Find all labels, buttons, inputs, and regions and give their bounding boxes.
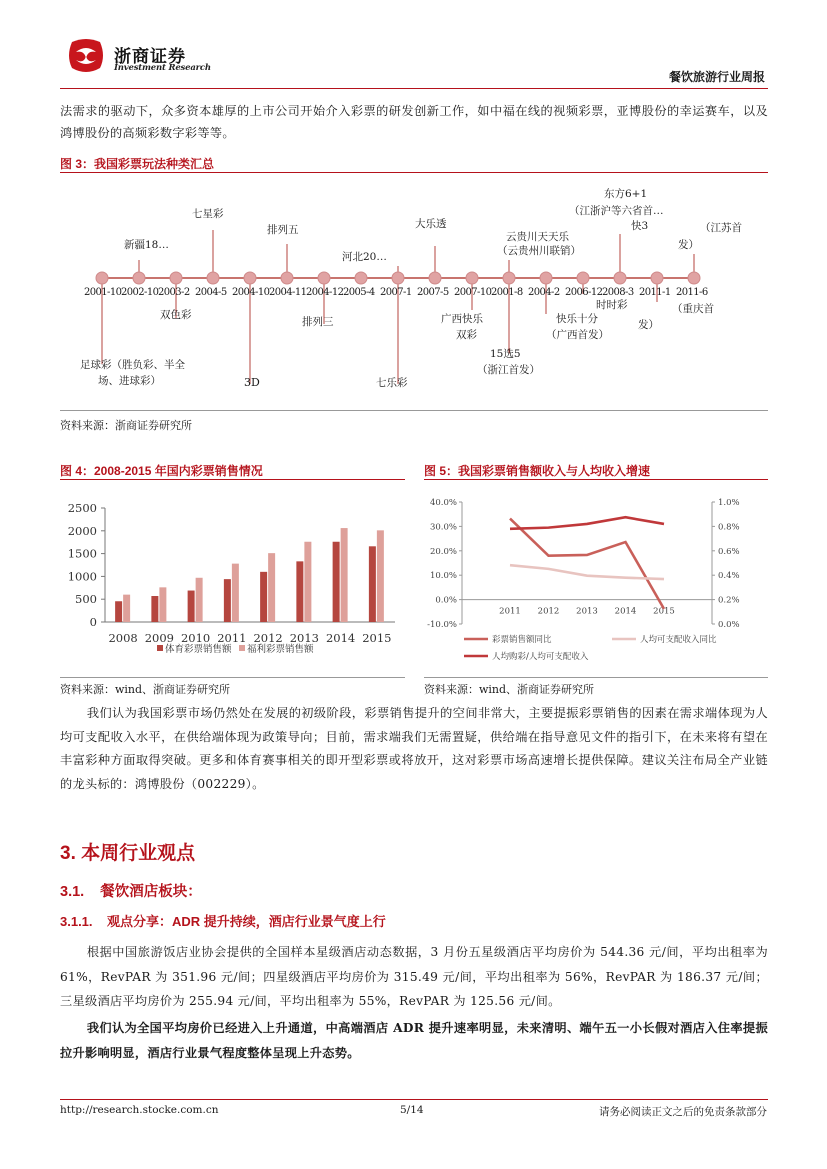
x-tick-label: 2012 — [253, 631, 283, 645]
timeline-node — [355, 272, 367, 284]
timeline-date: 2006-12 — [565, 287, 603, 298]
bar-chart — [60, 488, 405, 678]
label-chongqing-1: （重庆首 — [672, 303, 714, 315]
bar — [232, 564, 239, 622]
fig3-timeline — [60, 174, 768, 410]
legend-label: 福利彩票销售额 — [247, 644, 314, 655]
label-qile: 七乐彩 — [376, 377, 408, 389]
timeline-node — [577, 272, 589, 284]
y-tick-label: 2000 — [67, 523, 97, 538]
series-line — [510, 517, 664, 529]
intro-paragraph: 法需求的驱动下，众多资本雄厚的上市公司开始介入彩票的研发创新工作，如中福在线的视频彩票，亚博股份的幸运赛车，以及鸿博股份的高频彩数字彩等等。 — [60, 104, 768, 140]
timeline-node — [207, 272, 219, 284]
label-chongqing-2: 发） — [638, 319, 659, 331]
bar — [304, 542, 311, 622]
timeline-node — [688, 272, 700, 284]
label-15x5-2: （浙江首发） — [477, 364, 540, 376]
label-3d: 3D — [244, 376, 260, 389]
logo — [66, 38, 106, 74]
timeline-node — [96, 272, 108, 284]
right-tick-label: 0.8% — [718, 522, 740, 533]
footer-page-number: 5/14 — [400, 1104, 424, 1116]
right-tick-label: 0.4% — [718, 571, 740, 582]
right-tick-label: 1.0% — [718, 498, 740, 508]
timeline-date: 2001-10 — [84, 287, 122, 298]
brand-cn: 浙商证券 — [114, 47, 186, 66]
label-dongfang-1: 东方6+1 — [604, 188, 648, 200]
section-31-title: 3.1. 餐饮酒店板块： — [60, 884, 202, 900]
label-jiangsu-2: 发） — [678, 239, 699, 251]
timeline-node — [318, 272, 330, 284]
left-tick-label: 10.0% — [429, 571, 457, 582]
label-zuqiu-1: 足球彩（胜负彩、半全 — [80, 359, 185, 371]
label-jiangsu-1: （江苏首 — [700, 222, 742, 234]
left-tick-label: 20.0% — [429, 546, 457, 557]
section-3-title: 3. 本周行业观点 — [60, 843, 196, 864]
section-311-title: 3.1.1. 观点分享：ADR 提升持续，酒店行业景气度上行 — [60, 914, 386, 929]
y-tick-label: 0 — [89, 615, 97, 629]
x-tick-label: 2013 — [289, 631, 320, 645]
timeline-date: 2008-3 — [602, 287, 634, 298]
timeline-date: 2011-1 — [639, 287, 671, 298]
y-tick-label: 2500 — [67, 501, 97, 515]
legend-label: 体育彩票销售额 — [165, 644, 232, 655]
label-guangxi-2: 双彩 — [456, 329, 477, 341]
fig3-title: 图 3：我国彩票玩法种类汇总 — [60, 157, 215, 171]
label-kuai3: 快3 — [631, 220, 649, 232]
right-tick-label: 0.2% — [718, 595, 740, 606]
bar — [188, 591, 195, 622]
fig5-source: 资料来源：wind、浙商证券研究所 — [424, 683, 595, 696]
label-15x5-1: 15选5 — [490, 348, 521, 360]
label-dongfang-2: （江浙沪等六省首… — [569, 205, 664, 217]
logo-mark-icon — [66, 38, 106, 74]
x-tick-label: 2014 — [614, 606, 637, 617]
left-tick-label: 0.0% — [435, 595, 457, 606]
label-zuqiu-2: 场、进球彩） — [98, 375, 161, 387]
label-shishi: 时时彩 — [596, 299, 628, 311]
brand-en: Investment Research — [114, 63, 211, 73]
label-xinjiang: 新疆18… — [124, 239, 169, 251]
x-tick-label: 2011 — [217, 631, 247, 645]
x-tick-label: 2013 — [576, 606, 598, 617]
label-yunguichuan-1: 云贵川天天乐 — [506, 231, 569, 243]
timeline-node — [651, 272, 663, 284]
fig4-title: 图 4：2008-2015 年国内彩票销售情况 — [60, 464, 263, 478]
bar — [224, 579, 231, 622]
legend-label: 人均可支配收入同比 — [640, 635, 717, 645]
timeline-date: 2007-5 — [417, 287, 449, 298]
fig4-bottom-rule — [60, 677, 405, 678]
footer-rule — [60, 1099, 768, 1100]
x-tick-label: 2008 — [108, 631, 138, 645]
fig5-title-rule — [424, 479, 768, 480]
timeline-node — [133, 272, 145, 284]
body-paragraph-1: 我们认为我国彩票市场仍然处在发展的初级阶段，彩票销售提升的空间非常大，主要提振彩票销售的因素在需求端体现为人均可支配收入水平，在供给端体现为政策导向；目前，需求端我们无需置疑，供给端在指导意见文件的指引下，在未来将有望在丰富彩种方面取得突破。更多和体育赛事相关的即开型彩票或将放开，这对彩票市场高速增长提供保障。建议关注布局全产业链的龙头标的：鸿博股份（002229）。 — [60, 706, 768, 791]
x-tick-label: 2015 — [653, 606, 675, 617]
timeline-date: 2002-10 — [121, 287, 159, 298]
timeline-date: 2003-2 — [158, 287, 190, 298]
y-tick-label: 1500 — [67, 546, 97, 561]
timeline-date: 2001-8 — [491, 287, 523, 298]
bar — [369, 546, 376, 622]
right-tick-label: 0.6% — [718, 546, 740, 557]
x-tick-label: 2011 — [499, 606, 521, 617]
label-yunguichuan-2: （云贵州川联销） — [497, 245, 581, 257]
bar — [159, 587, 166, 622]
series-line — [510, 519, 664, 609]
label-shuangse: 双色彩 — [160, 309, 192, 321]
timeline-node — [392, 272, 404, 284]
label-pailie3: 排列三 — [302, 316, 334, 328]
bar — [296, 561, 303, 622]
fig5-title: 图 5：我国彩票销售额收入与人均收入增速 — [424, 464, 651, 478]
label-hebei: 河北20… — [342, 251, 387, 263]
left-tick-label: 30.0% — [429, 522, 457, 533]
timeline-node — [244, 272, 256, 284]
timeline-node — [503, 272, 515, 284]
x-tick-label: 2015 — [362, 631, 392, 645]
bar — [333, 542, 340, 622]
right-tick-label: 0.0% — [718, 620, 740, 630]
body-paragraph-2: 根据中国旅游饭店业协会提供的全国样本星级酒店动态数据，3 月份五星级酒店平均房价为 544.36 元/间，平均出租率为 61%，RevPAR 为 351.96 元/间；四星级酒店平均房价为 315.49 元/间，平均出租率为 56%，RevPAR 为 186.37 元/间；三星级酒店平均房价为 255.94 元/间，平均出租率为 55%，RevPAR 为 125.56 元/间。 — [60, 945, 768, 1008]
y-tick-label: 1000 — [67, 569, 97, 584]
fig3-title-rule — [60, 172, 768, 173]
bar — [260, 572, 267, 622]
label-kuaile10-1: 快乐十分 — [556, 313, 598, 325]
x-tick-label: 2014 — [325, 631, 356, 645]
timeline-date: 2004-11 — [269, 287, 307, 298]
left-tick-label: 40.0% — [429, 498, 457, 508]
fig4-title-rule — [60, 479, 405, 480]
footer-url[interactable]: http://research.stocke.com.cn — [60, 1104, 219, 1116]
header-rule — [60, 88, 768, 89]
timeline-date: 2007-1 — [380, 287, 412, 298]
bar — [115, 601, 122, 622]
x-tick-label: 2009 — [144, 631, 175, 645]
bar — [341, 528, 348, 622]
bar — [151, 596, 158, 622]
fig3-source: 资料来源：浙商证券研究所 — [60, 419, 192, 432]
x-tick-label: 2012 — [537, 606, 560, 617]
body-paragraph-3: 我们认为全国平均房价已经进入上升通道，中高端酒店 ADR 提升速率明显，未来清明、端午五一小长假对酒店入住率提振拉升影响明显，酒店行业景气程度整体呈现上升态势。 — [60, 1021, 768, 1060]
timeline-date: 2005-4 — [343, 287, 375, 298]
left-tick-label: -10.0% — [427, 620, 457, 630]
bar — [377, 530, 384, 622]
timeline-date: 2004-10 — [232, 287, 270, 298]
fig3-bottom-rule — [60, 410, 768, 411]
timeline-node — [281, 272, 293, 284]
timeline-node — [429, 272, 441, 284]
timeline-date: 2004-5 — [195, 287, 227, 298]
legend-swatch — [157, 645, 163, 651]
footer-disclaimer: 请务必阅读正文之后的免责条款部分 — [599, 1106, 767, 1118]
timeline-date: 2011-6 — [676, 287, 708, 298]
timeline-node — [614, 272, 626, 284]
line-chart — [424, 488, 768, 678]
label-kuaile10-2: （广西首发） — [546, 329, 609, 341]
legend-label: 彩票销售额同比 — [492, 635, 552, 645]
timeline-date: 2004-12 — [306, 287, 344, 298]
timeline-date: 2004-2 — [528, 287, 560, 298]
x-tick-label: 2010 — [180, 631, 211, 645]
legend-label: 人均购彩/人均可支配收入 — [492, 652, 589, 662]
timeline-node — [540, 272, 552, 284]
timeline-node — [466, 272, 478, 284]
report-title: 餐饮旅游行业周报 — [668, 70, 765, 84]
fig4-source: 资料来源：wind、浙商证券研究所 — [60, 683, 231, 696]
bar — [123, 595, 130, 622]
label-guangxi-1: 广西快乐 — [441, 313, 483, 325]
bar — [196, 578, 203, 622]
timeline-node — [170, 272, 182, 284]
y-tick-label: 500 — [75, 592, 97, 607]
bar — [268, 553, 275, 622]
legend-swatch — [239, 645, 245, 651]
fig5-bottom-rule — [424, 677, 768, 678]
label-daletou: 大乐透 — [415, 218, 447, 230]
timeline-date: 2007-10 — [454, 287, 492, 298]
label-pailie5: 排列五 — [267, 224, 299, 236]
label-qixingcai: 七星彩 — [192, 208, 224, 220]
